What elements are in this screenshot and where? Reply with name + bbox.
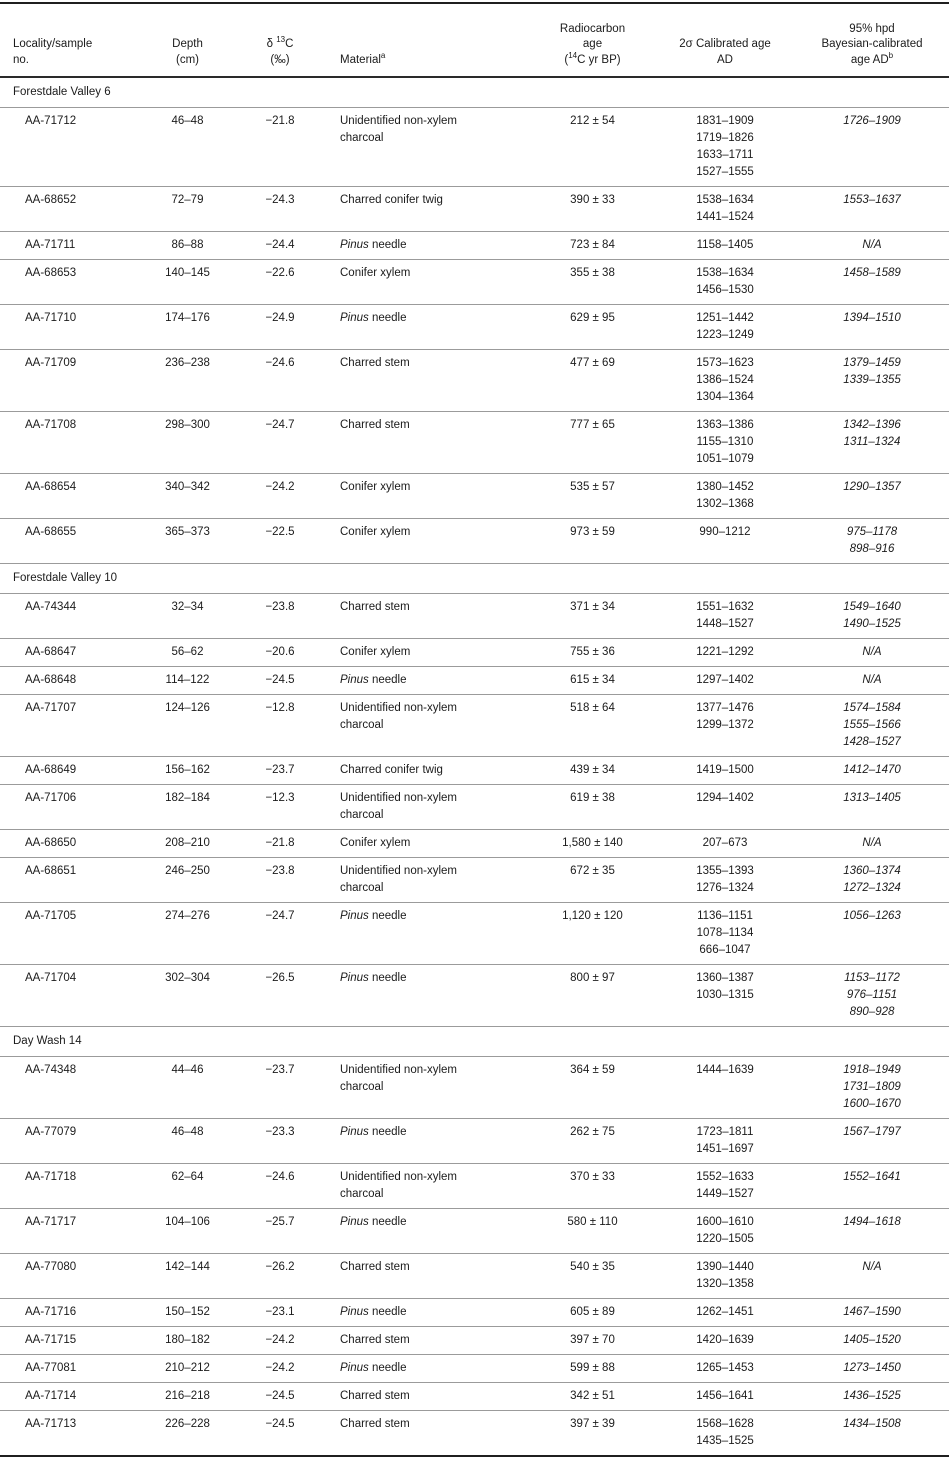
material-cell: Conifer xylem [340, 526, 411, 538]
table-row [0, 350, 949, 412]
depth-cell: 246–250 [165, 865, 210, 877]
calibrated-age-cell: 1600–1610 1220–1505 [696, 1216, 754, 1245]
material-cell: Unidentified non-xylem charcoal [340, 1064, 457, 1093]
sample-id-cell: AA-74348 [25, 1064, 77, 1076]
section-row [0, 564, 949, 594]
delta-13c-cell: −24.5 [265, 674, 295, 686]
calibrated-age-cell: 1360–1387 1030–1315 [696, 972, 754, 1001]
delta-13c-cell: −24.6 [265, 1171, 295, 1183]
calibrated-age-cell: 1380–1452 1302–1368 [696, 481, 754, 510]
material-cell: Pinus needle [340, 312, 407, 324]
section-title: Forestdale Valley 10 [13, 572, 117, 584]
bayesian-age-cell: 1360–1374 1272–1324 [843, 865, 901, 894]
table-row [0, 757, 949, 785]
delta-13c-cell: −21.8 [265, 115, 295, 127]
column-header-material: Material$^a$ [325, 3, 530, 77]
bayesian-age-cell: 1379–1459 1339–1355 [843, 357, 901, 386]
header-row [0, 3, 949, 77]
calibrated-age-cell: 207–673 [702, 837, 748, 849]
bayesian-age-cell: 1412–1470 [843, 764, 901, 776]
table-row [0, 1411, 949, 1457]
sample-id-cell: AA-74344 [25, 601, 77, 613]
delta-13c-cell: −25.7 [265, 1216, 295, 1228]
depth-cell: 142–144 [165, 1261, 210, 1273]
radiocarbon-age-cell: 397 ± 70 [570, 1334, 615, 1346]
material-cell: Pinus needle [340, 972, 407, 984]
table-row [0, 1254, 949, 1299]
sample-id-cell: AA-71714 [25, 1390, 77, 1402]
table-row [0, 260, 949, 305]
delta-13c-cell: −23.3 [265, 1126, 295, 1138]
material-cell: Unidentified non-xylem charcoal [340, 792, 457, 821]
delta-13c-cell: −23.7 [265, 764, 295, 776]
material-cell: Charred stem [340, 1334, 410, 1346]
table-row [0, 594, 949, 639]
column-header-radiocarbon-age: Radiocarbon age ($^{14}$C yr BP) [530, 3, 655, 77]
sample-id-cell: AA-68655 [25, 526, 77, 538]
delta-13c-cell: −23.8 [265, 601, 295, 613]
bayesian-age-cell: 1313–1405 [843, 792, 901, 804]
table-row [0, 667, 949, 695]
depth-cell: 72–79 [171, 194, 204, 206]
calibrated-age-cell: 1377–1476 1299–1372 [696, 702, 754, 731]
depth-cell: 365–373 [165, 526, 210, 538]
bayesian-age-cell: 1574–1584 1555–1566 1428–1527 [843, 702, 901, 748]
radiocarbon-age-cell: 364 ± 59 [570, 1064, 615, 1076]
bayesian-age-cell: 975–1178 898–916 [846, 526, 898, 555]
column-header-locality-sample-no: Locality/sample no. [0, 3, 140, 77]
radiocarbon-age-cell: 355 ± 38 [570, 267, 615, 279]
radiocarbon-age-cell: 800 ± 97 [570, 972, 615, 984]
delta-13c-cell: −22.6 [265, 267, 295, 279]
sample-id-cell: AA-71717 [25, 1216, 77, 1228]
radiocarbon-age-cell: 672 ± 35 [570, 865, 615, 877]
delta-13c-cell: −24.9 [265, 312, 295, 324]
calibrated-age-cell: 1158–1405 [696, 239, 754, 251]
material-cell: Conifer xylem [340, 646, 411, 658]
depth-cell: 140–145 [165, 267, 210, 279]
table-row [0, 1383, 949, 1411]
table-row [0, 1209, 949, 1254]
material-cell: Pinus needle [340, 1216, 407, 1228]
depth-cell: 86–88 [171, 239, 204, 251]
radiocarbon-age-cell: 605 ± 89 [570, 1306, 615, 1318]
bayesian-age-cell: 1552–1641 [843, 1171, 901, 1183]
table-row [0, 695, 949, 757]
material-cell: Conifer xylem [340, 481, 411, 493]
depth-cell: 340–342 [165, 481, 210, 493]
sample-id-cell: AA-68654 [25, 481, 77, 493]
material-cell: Unidentified non-xylem charcoal [340, 1171, 457, 1200]
material-cell: Conifer xylem [340, 837, 411, 849]
bayesian-age-cell: N/A [862, 239, 882, 251]
delta-13c-cell: −24.4 [265, 239, 295, 251]
bayesian-age-cell: 1918–1949 1731–1809 1600–1670 [843, 1064, 901, 1110]
sample-id-cell: AA-68652 [25, 194, 77, 206]
depth-cell: 44–46 [171, 1064, 204, 1076]
bayesian-age-cell: 1553–1637 [843, 194, 901, 206]
depth-cell: 156–162 [165, 764, 210, 776]
delta-13c-cell: −12.3 [265, 792, 295, 804]
depth-cell: 298–300 [165, 419, 210, 431]
bayesian-age-cell: N/A [862, 1261, 882, 1273]
delta-13c-cell: −26.2 [265, 1261, 295, 1273]
depth-cell: 46–48 [171, 115, 204, 127]
depth-cell: 302–304 [165, 972, 210, 984]
bayesian-age-cell: 1290–1357 [843, 481, 901, 493]
sample-id-cell: AA-71716 [25, 1306, 77, 1318]
depth-cell: 174–176 [165, 312, 210, 324]
material-cell: Charred conifer twig [340, 194, 443, 206]
table-row [0, 1119, 949, 1164]
calibrated-age-cell: 1723–1811 1451–1697 [696, 1126, 754, 1155]
sample-id-cell: AA-68651 [25, 865, 77, 877]
table-row [0, 858, 949, 903]
delta-13c-cell: −24.2 [265, 481, 295, 493]
radiocarbon-age-cell: 397 ± 39 [570, 1418, 615, 1430]
sample-id-cell: AA-77081 [25, 1362, 77, 1374]
radiocarbon-age-cell: 723 ± 84 [570, 239, 615, 251]
sample-id-cell: AA-71710 [25, 312, 77, 324]
calibrated-age-cell: 1573–1623 1386–1524 1304–1364 [696, 357, 754, 403]
radiocarbon-age-cell: 439 ± 34 [570, 764, 615, 776]
sample-id-cell: AA-71712 [25, 115, 77, 127]
sample-id-cell: AA-68647 [25, 646, 77, 658]
sample-id-cell: AA-77079 [25, 1126, 77, 1138]
table-row [0, 1057, 949, 1119]
delta-13c-cell: −24.2 [265, 1362, 295, 1374]
table-row [0, 519, 949, 564]
radiocarbon-dates-table [0, 2, 949, 1457]
radiocarbon-age-cell: 370 ± 33 [570, 1171, 615, 1183]
sample-id-cell: AA-68650 [25, 837, 77, 849]
calibrated-age-cell: 1568–1628 1435–1525 [696, 1418, 754, 1447]
calibrated-age-cell: 1831–1909 1719–1826 1633–1711 1527–1555 [696, 115, 754, 178]
radiocarbon-age-cell: 599 ± 88 [570, 1362, 615, 1374]
delta-13c-cell: −23.7 [265, 1064, 295, 1076]
table-row [0, 412, 949, 474]
delta-13c-cell: −24.6 [265, 357, 295, 369]
material-cell: Charred stem [340, 1418, 410, 1430]
depth-cell: 32–34 [171, 601, 204, 613]
delta-13c-cell: −12.8 [265, 702, 295, 714]
material-cell: Charred stem [340, 1261, 410, 1273]
bayesian-age-cell: 1434–1508 [843, 1418, 901, 1430]
delta-13c-cell: −24.7 [265, 910, 295, 922]
radiocarbon-age-cell: 1,580 ± 140 [562, 837, 623, 849]
sample-id-cell: AA-68648 [25, 674, 77, 686]
column-header-calibrated-age: 2σ Calibrated age AD [655, 3, 795, 77]
calibrated-age-cell: 1538–1634 1441–1524 [696, 194, 754, 223]
calibrated-age-cell: 1538–1634 1456–1530 [696, 267, 754, 296]
radiocarbon-age-cell: 262 ± 75 [570, 1126, 615, 1138]
sample-id-cell: AA-71711 [25, 239, 76, 251]
section-title: Day Wash 14 [13, 1035, 82, 1047]
sample-id-cell: AA-68649 [25, 764, 77, 776]
table-row [0, 903, 949, 965]
calibrated-age-cell: 1294–1402 [696, 792, 754, 804]
radiocarbon-age-cell: 518 ± 64 [570, 702, 615, 714]
material-cell: Conifer xylem [340, 267, 411, 279]
sample-id-cell: AA-68653 [25, 267, 77, 279]
sample-id-cell: AA-71718 [25, 1171, 77, 1183]
calibrated-age-cell: 1355–1393 1276–1324 [696, 865, 754, 894]
radiocarbon-age-cell: 580 ± 110 [567, 1216, 618, 1228]
depth-cell: 150–152 [165, 1306, 210, 1318]
depth-cell: 56–62 [171, 646, 204, 658]
calibrated-age-cell: 990–1212 [699, 526, 751, 538]
calibrated-age-cell: 1552–1633 1449–1527 [696, 1171, 754, 1200]
material-cell: Unidentified non-xylem charcoal [340, 702, 457, 731]
material-cell: Pinus needle [340, 1126, 407, 1138]
table-row [0, 1355, 949, 1383]
sample-id-cell: AA-71707 [25, 702, 77, 714]
material-cell: Charred conifer twig [340, 764, 443, 776]
delta-13c-cell: −22.5 [265, 526, 295, 538]
table-row [0, 965, 949, 1027]
table-header [0, 3, 949, 77]
calibrated-age-cell: 1251–1442 1223–1249 [696, 312, 754, 341]
calibrated-age-cell: 1444–1639 [696, 1064, 754, 1076]
bayesian-age-cell: 1567–1797 [843, 1126, 901, 1138]
radiocarbon-age-cell: 619 ± 38 [570, 792, 615, 804]
material-cell: Charred stem [340, 1390, 410, 1402]
sample-id-cell: AA-71713 [25, 1418, 77, 1430]
calibrated-age-cell: 1420–1639 [696, 1334, 754, 1346]
column-header-delta-13c: δ $^{13}$C (‰) [235, 3, 325, 77]
bayesian-age-cell: 1342–1396 1311–1324 [843, 419, 901, 448]
bayesian-age-cell: N/A [862, 646, 882, 658]
bayesian-age-cell: 1494–1618 [843, 1216, 901, 1228]
depth-cell: 182–184 [165, 792, 210, 804]
radiocarbon-age-cell: 342 ± 51 [570, 1390, 615, 1402]
delta-13c-cell: −24.7 [265, 419, 295, 431]
material-cell: Unidentified non-xylem charcoal [340, 115, 457, 144]
bayesian-age-cell: 1153–1172 976–1151 890–928 [844, 972, 900, 1018]
radiocarbon-age-cell: 629 ± 95 [570, 312, 615, 324]
bayesian-age-cell: 1394–1510 [843, 312, 901, 324]
delta-13c-cell: −24.5 [265, 1390, 295, 1402]
radiocarbon-age-cell: 371 ± 34 [570, 601, 615, 613]
delta-13c-cell: −23.8 [265, 865, 295, 877]
radiocarbon-age-cell: 540 ± 35 [570, 1261, 615, 1273]
sample-id-cell: AA-71709 [25, 357, 77, 369]
radiocarbon-age-cell: 477 ± 69 [570, 357, 615, 369]
depth-cell: 216–218 [165, 1390, 210, 1402]
delta-13c-cell: −20.6 [265, 646, 295, 658]
radiocarbon-age-cell: 1,120 ± 120 [562, 910, 623, 922]
table-row [0, 830, 949, 858]
radiocarbon-age-cell: 615 ± 34 [570, 674, 615, 686]
calibrated-age-cell: 1363–1386 1155–1310 1051–1079 [696, 419, 754, 465]
delta-13c-cell: −24.3 [265, 194, 295, 206]
delta-13c-cell: −21.8 [265, 837, 295, 849]
calibrated-age-cell: 1136–1151 1078–1134 666–1047 [696, 910, 754, 956]
calibrated-age-cell: 1262–1451 [696, 1306, 754, 1318]
radiocarbon-age-cell: 535 ± 57 [570, 481, 615, 493]
table-row [0, 1327, 949, 1355]
sample-id-cell: AA-71708 [25, 419, 77, 431]
depth-cell: 46–48 [171, 1126, 204, 1138]
radiocarbon-age-cell: 973 ± 59 [570, 526, 615, 538]
material-cell: Unidentified non-xylem charcoal [340, 865, 457, 894]
delta-13c-cell: −24.2 [265, 1334, 295, 1346]
material-cell: Charred stem [340, 357, 410, 369]
calibrated-age-cell: 1419–1500 [696, 764, 754, 776]
table-row [0, 1164, 949, 1209]
section-row [0, 1027, 949, 1057]
sample-id-cell: AA-71706 [25, 792, 77, 804]
table-row [0, 785, 949, 830]
calibrated-age-cell: 1297–1402 [696, 674, 754, 686]
bayesian-age-cell: 1405–1520 [843, 1334, 901, 1346]
depth-cell: 226–228 [165, 1418, 210, 1430]
calibrated-age-cell: 1456–1641 [696, 1390, 754, 1402]
material-cell: Charred stem [340, 419, 410, 431]
depth-cell: 114–122 [165, 674, 210, 686]
material-cell: Pinus needle [340, 674, 407, 686]
depth-cell: 236–238 [165, 357, 210, 369]
table-row [0, 1299, 949, 1327]
bayesian-age-cell: 1056–1263 [843, 910, 901, 922]
bayesian-age-cell: N/A [862, 837, 882, 849]
delta-13c-cell: −23.1 [265, 1306, 295, 1318]
depth-cell: 124–126 [165, 702, 210, 714]
depth-cell: 104–106 [165, 1216, 210, 1228]
calibrated-age-cell: 1265–1453 [696, 1362, 754, 1374]
delta-13c-cell: −24.5 [265, 1418, 295, 1430]
bayesian-age-cell: 1273–1450 [843, 1362, 901, 1374]
calibrated-age-cell: 1390–1440 1320–1358 [696, 1261, 754, 1290]
radiocarbon-age-cell: 777 ± 65 [570, 419, 615, 431]
calibrated-age-cell: 1221–1292 [696, 646, 754, 658]
bayesian-age-cell: N/A [862, 674, 882, 686]
sample-id-cell: AA-71705 [25, 910, 77, 922]
depth-cell: 180–182 [165, 1334, 210, 1346]
column-header-depth: Depth (cm) [140, 3, 235, 77]
material-cell: Pinus needle [340, 1362, 407, 1374]
depth-cell: 62–64 [171, 1171, 204, 1183]
table-row [0, 305, 949, 350]
sample-id-cell: AA-71715 [25, 1334, 77, 1346]
radiocarbon-age-cell: 755 ± 36 [570, 646, 615, 658]
material-cell: Pinus needle [340, 239, 407, 251]
bayesian-age-cell: 1726–1909 [843, 115, 901, 127]
bayesian-age-cell: 1458–1589 [843, 267, 901, 279]
bayesian-age-cell: 1436–1525 [843, 1390, 901, 1402]
depth-cell: 210–212 [165, 1362, 210, 1374]
material-cell: Pinus needle [340, 910, 407, 922]
depth-cell: 208–210 [165, 837, 210, 849]
bayesian-age-cell: 1549–1640 1490–1525 [843, 601, 901, 630]
table-row [0, 474, 949, 519]
table-row [0, 108, 949, 187]
table-body [0, 77, 949, 1456]
calibrated-age-cell: 1551–1632 1448–1527 [696, 601, 754, 630]
sample-id-cell: AA-71704 [25, 972, 77, 984]
section-title: Forestdale Valley 6 [13, 86, 111, 98]
column-header-bayesian-age: 95% hpd Bayesian-calibrated age $AD^b$ [795, 3, 949, 77]
depth-cell: 274–276 [165, 910, 210, 922]
bayesian-age-cell: 1467–1590 [843, 1306, 901, 1318]
material-cell: Pinus needle [340, 1306, 407, 1318]
sample-id-cell: AA-77080 [25, 1261, 77, 1273]
radiocarbon-age-cell: 212 ± 54 [570, 115, 615, 127]
table-row [0, 187, 949, 232]
table-row [0, 639, 949, 667]
section-row [0, 77, 949, 108]
table-row [0, 232, 949, 260]
delta-13c-cell: −26.5 [265, 972, 295, 984]
material-cell: Charred stem [340, 601, 410, 613]
radiocarbon-age-cell: 390 ± 33 [570, 194, 615, 206]
